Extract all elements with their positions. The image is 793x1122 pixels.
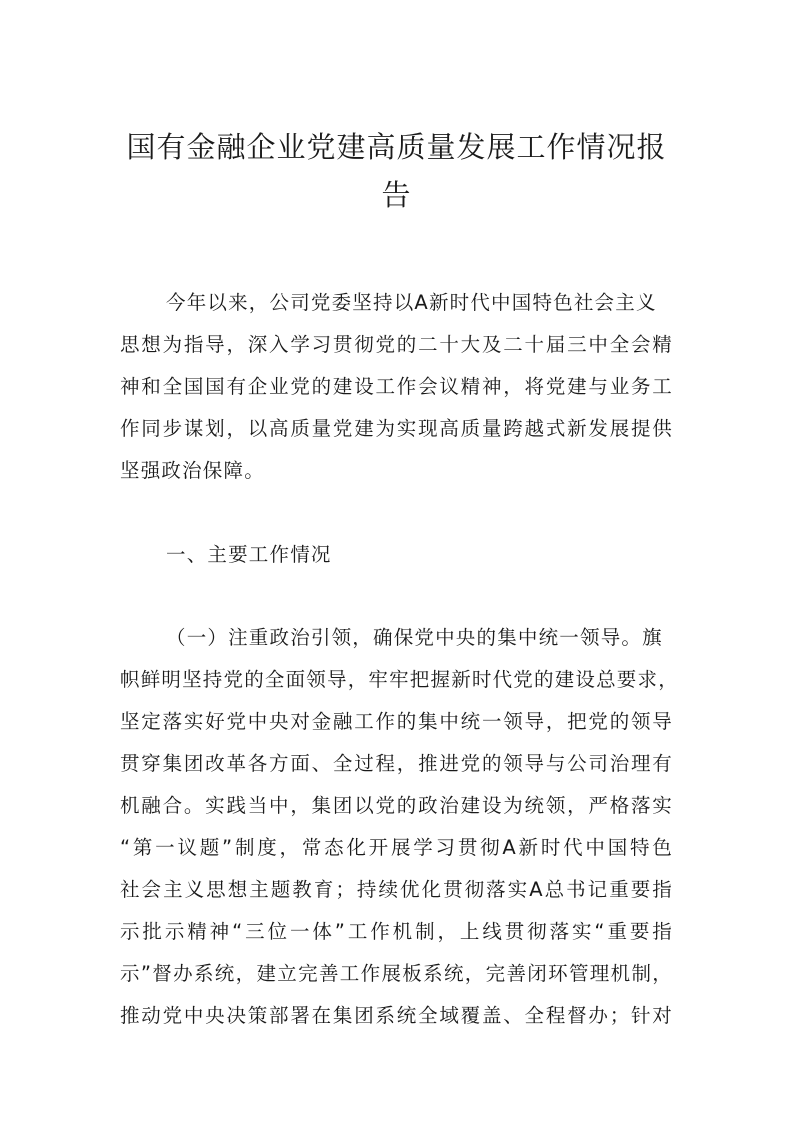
intro-line-3: 神和全国国有企业党的建设工作会议精神，将党建与业务工 — [120, 375, 673, 398]
sub1-line-7: 社会主义思想主题教育；持续优化贯彻落实A总书记重要指 — [120, 878, 673, 901]
intro-line-5: 坚强政治保障。 — [120, 459, 265, 482]
sub1-line-8: 示批示精神“三位一体”工作机制，上线贯彻落实“重要指 — [120, 920, 673, 943]
sub1-line-4: 贯穿集团改革各方面、全过程，推进党的领导与公司治理有 — [120, 752, 673, 775]
sub1-line-5: 机融合。实践当中，集团以党的政治建设为统领，严格落实 — [120, 794, 673, 817]
document-title-line-2: 告 — [381, 178, 412, 212]
sub1-line-9: 示”督办系统，建立完善工作展板系统，完善闭环管理机制， — [120, 962, 673, 985]
section-heading: 一、主要工作情况 — [166, 543, 332, 566]
sub1-line-6: “第一议题”制度，常态化开展学习贯彻A新时代中国特色 — [120, 836, 673, 859]
sub1-line-10: 推动党中央决策部署在集团系统全域覆盖、全程督办；针对 — [120, 1004, 673, 1027]
intro-line-1: 今年以来，公司党委坚持以A新时代中国特色社会主义 — [166, 291, 657, 314]
sub1-line-1: （一）注重政治引领，确保党中央的集中统一领导。旗 — [166, 626, 663, 649]
intro-line-4: 作同步谋划，以高质量党建为实现高质量跨越式新发展提供 — [120, 417, 673, 440]
sub1-line-2: 帜鲜明坚持党的全面领导，牢牢把握新时代党的建设总要求， — [120, 668, 679, 691]
intro-line-2: 思想为指导，深入学习贯彻党的二十大及二十届三中全会精 — [120, 333, 673, 356]
sub1-line-3: 坚定落实好党中央对金融工作的集中统一领导，把党的领导 — [120, 710, 673, 733]
document-title-line-1: 国有金融企业党建高质量发展工作情况报 — [126, 130, 667, 164]
